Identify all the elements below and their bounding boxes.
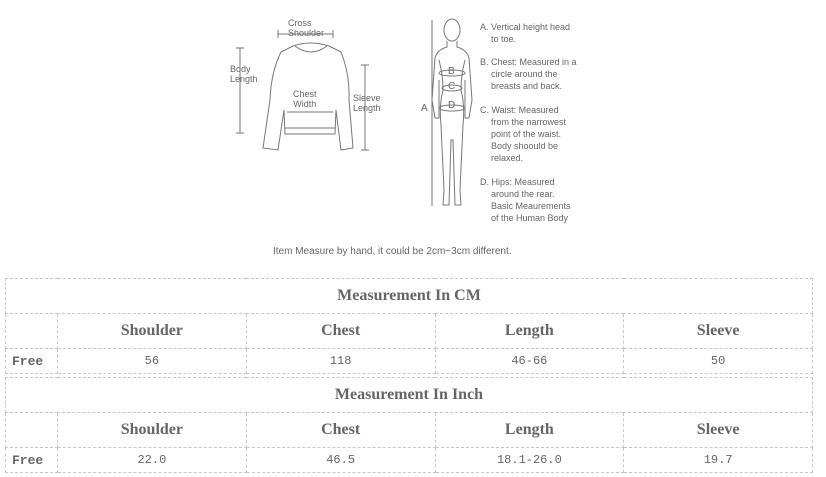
sleeve-length-text-2: Length — [353, 103, 381, 113]
note-d-line-1: D. Hips: Measured — [480, 177, 555, 187]
cm-size-label: Free — [6, 349, 58, 374]
cm-header-row — [6, 314, 813, 349]
body-length-text-2: Length — [230, 74, 258, 84]
chest-width-text-2: Width — [293, 99, 317, 109]
cm-value-chest: 118 — [246, 349, 435, 374]
cm-value-sleeve: 50 — [624, 349, 813, 374]
inch-value-chest: 46.5 — [246, 448, 435, 473]
label-a: A — [421, 103, 428, 114]
cm-table-title: Measurement In CM — [6, 279, 813, 314]
cross-shoulder-label — [288, 18, 324, 38]
measure-caption: Item Measure by hand, it could be 2cm~3cm different. — [273, 246, 512, 257]
note-d-line-2: around the rear. — [491, 189, 555, 199]
note-c-line-3: point of the waist. — [491, 129, 562, 139]
cm-header-chest: Chest — [246, 314, 435, 349]
label-c: C — [448, 81, 456, 92]
inch-header-sleeve: Sleeve — [624, 413, 813, 448]
inch-value-shoulder: 22.0 — [58, 448, 247, 473]
cm-header-length: Length — [435, 314, 624, 349]
note-d-line-4: of the Human Body — [491, 213, 569, 223]
chest-width-text-1: Chest — [293, 89, 317, 99]
cm-title-row — [6, 279, 813, 314]
note-d-line-3: Basic Meaurements — [491, 201, 571, 211]
body-length-label — [230, 64, 258, 84]
inch-header-chest: Chest — [246, 413, 435, 448]
inch-value-length: 18.1-26.0 — [435, 448, 624, 473]
cm-table — [5, 278, 813, 374]
note-b-line-2: circle around the — [491, 69, 558, 79]
cm-header-sleeve: Sleeve — [624, 314, 813, 349]
cm-value-length: 46-66 — [435, 349, 624, 374]
chest-width-label — [293, 89, 317, 109]
inch-table — [5, 377, 813, 473]
body-length-text-1: Body — [230, 64, 251, 74]
sleeve-length-text-1: Sleeve — [353, 93, 381, 103]
inch-header-row — [6, 413, 813, 448]
note-a-line-1: A. Vertical height head — [480, 22, 571, 32]
note-c-line-1: C. Waist: Measured — [480, 105, 559, 115]
inch-title-row — [6, 378, 813, 413]
note-c-line-5: relaxed. — [491, 153, 524, 163]
cm-header-empty — [6, 314, 58, 349]
cross-shoulder-text-1: Cross — [288, 18, 312, 28]
cm-value-shoulder: 56 — [58, 349, 247, 374]
note-b-line-1: B. Chest: Measured in a — [480, 57, 577, 67]
inch-size-label: Free — [6, 448, 58, 473]
label-d: D — [448, 100, 456, 111]
table-row — [6, 349, 813, 374]
note-a — [480, 21, 570, 45]
label-b: B — [448, 66, 455, 77]
note-d — [480, 176, 571, 224]
note-b-line-3: breasts and back. — [491, 81, 563, 91]
inch-table-title: Measurement In Inch — [6, 378, 813, 413]
measurement-illustration — [215, 0, 615, 270]
cross-shoulder-text-2: Shoulder — [288, 28, 325, 38]
sleeve-length-label — [353, 93, 381, 113]
inch-header-empty — [6, 413, 58, 448]
inch-value-sleeve: 19.7 — [624, 448, 813, 473]
note-c-line-2: from the narrowest — [491, 117, 567, 127]
note-c-line-4: Body shoould be — [491, 141, 559, 151]
note-c — [480, 104, 566, 164]
note-b — [480, 56, 577, 92]
cm-header-shoulder: Shoulder — [58, 314, 247, 349]
table-row — [6, 448, 813, 473]
human-figure-icon — [432, 19, 472, 205]
inch-header-shoulder: Shoulder — [58, 413, 247, 448]
inch-header-length: Length — [435, 413, 624, 448]
note-a-line-2: to toe. — [491, 34, 517, 44]
